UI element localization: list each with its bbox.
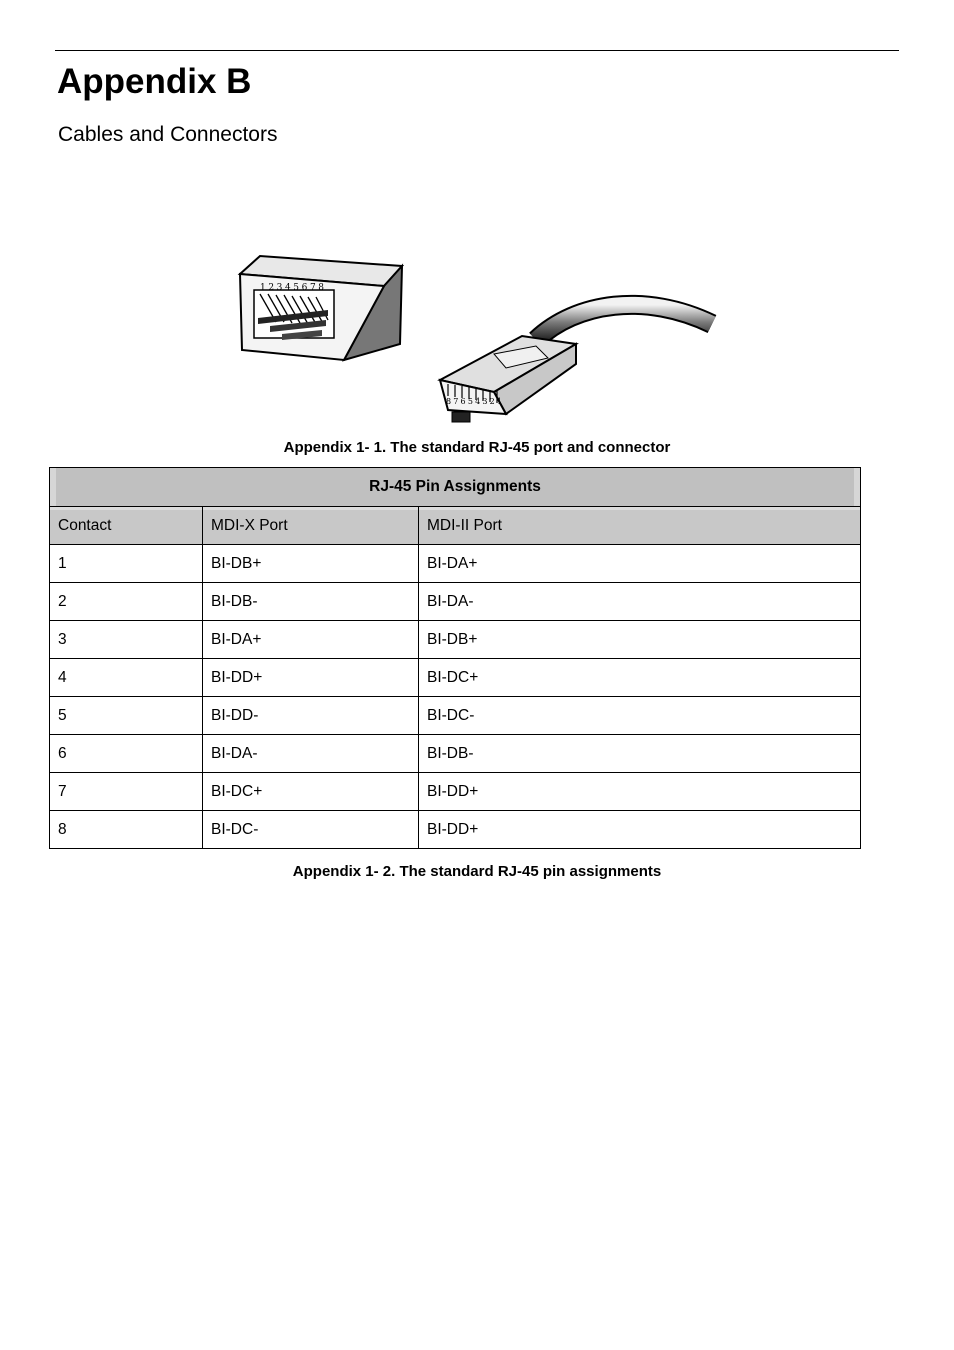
table-cell: 3: [50, 621, 203, 659]
table-cell: BI-DC-: [203, 811, 419, 849]
column-header: Contact: [50, 507, 203, 545]
table-cell: 7: [50, 773, 203, 811]
table-row: [50, 697, 861, 735]
table-cell: BI-DD+: [203, 659, 419, 697]
table-cell: 5: [50, 697, 203, 735]
table-row: [50, 545, 861, 583]
table-cell: BI-DA+: [203, 621, 419, 659]
table-cell: BI-DC+: [203, 773, 419, 811]
table-cell: BI-DA-: [419, 583, 861, 621]
table-row: [50, 735, 861, 773]
table-row: [50, 773, 861, 811]
column-header: MDI-II Port: [419, 507, 861, 545]
figure-caption: Appendix 1- 1. The standard RJ-45 port and connector: [283, 439, 671, 456]
table-row: [50, 811, 861, 849]
table-cell: BI-DA+: [419, 545, 861, 583]
rj45-port-image: [240, 256, 402, 360]
table-cell: BI-DB-: [419, 735, 861, 773]
column-header: MDI-X Port: [203, 507, 419, 545]
table-cell: BI-DC-: [419, 697, 861, 735]
table-header-row: [50, 507, 861, 545]
rj45-plug-image: [440, 305, 712, 422]
table-cell: 6: [50, 735, 203, 773]
rj45-illustration: [236, 252, 726, 430]
pin-assignments-table: [49, 467, 861, 849]
table-row: [50, 659, 861, 697]
table-cell: 4: [50, 659, 203, 697]
page-title: Appendix B: [57, 62, 252, 101]
plug-pin-numbers: 87654321: [446, 397, 502, 406]
table-row: [50, 583, 861, 621]
table-cell: BI-DB-: [203, 583, 419, 621]
table-row: [50, 621, 861, 659]
table-cell: BI-DB+: [203, 545, 419, 583]
port-pin-numbers: 12345678: [260, 283, 324, 293]
table-cell: BI-DD+: [419, 811, 861, 849]
table-title: RJ-45 Pin Assignments: [50, 468, 861, 507]
table-cell: 1: [50, 545, 203, 583]
table-caption: Appendix 1- 2. The standard RJ-45 pin assignments: [292, 863, 662, 880]
table-cell: BI-DA-: [203, 735, 419, 773]
page-subtitle: Cables and Connectors: [58, 123, 278, 146]
table-cell: BI-DB+: [419, 621, 861, 659]
table-title-row: [50, 468, 861, 507]
header-rule: [55, 50, 899, 51]
table-cell: BI-DC+: [419, 659, 861, 697]
table-cell: BI-DD-: [203, 697, 419, 735]
table-cell: BI-DD+: [419, 773, 861, 811]
table-cell: 2: [50, 583, 203, 621]
table-cell: 8: [50, 811, 203, 849]
